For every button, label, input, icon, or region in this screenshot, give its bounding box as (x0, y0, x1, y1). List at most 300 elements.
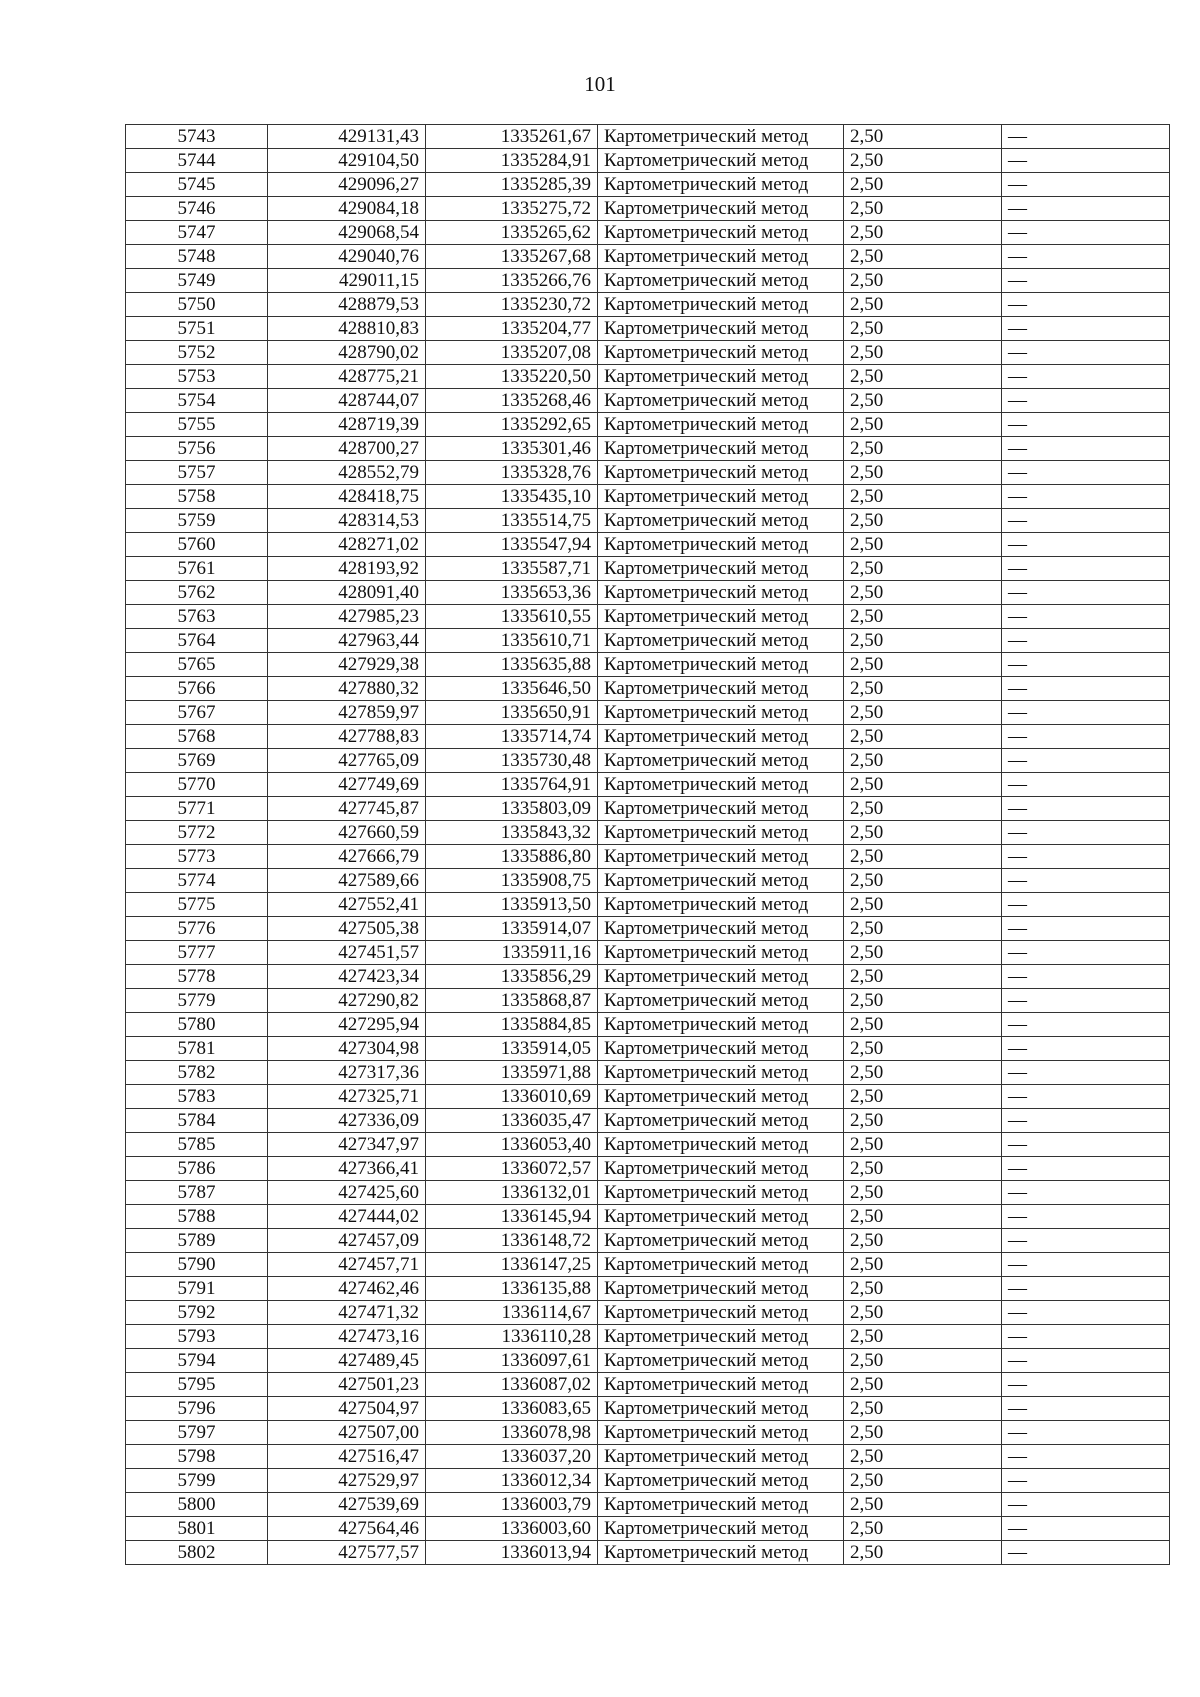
x-coordinate-cell: 427425,60 (268, 1181, 426, 1205)
table-row (126, 125, 1170, 149)
accuracy-cell: 2,50 (844, 701, 1002, 725)
method-cell: Картометрический метод (598, 1109, 844, 1133)
description-cell: — (1002, 941, 1170, 965)
point-number-cell: 5746 (126, 197, 268, 221)
x-coordinate-cell: 427444,02 (268, 1205, 426, 1229)
description-cell: — (1002, 1397, 1170, 1421)
description-cell: — (1002, 1517, 1170, 1541)
point-number-cell: 5802 (126, 1541, 268, 1565)
description-cell: — (1002, 989, 1170, 1013)
table-row (126, 1085, 1170, 1109)
table-row (126, 629, 1170, 653)
accuracy-cell: 2,50 (844, 1109, 1002, 1133)
y-coordinate-cell: 1335714,74 (426, 725, 598, 749)
description-cell: — (1002, 1301, 1170, 1325)
description-cell: — (1002, 869, 1170, 893)
y-coordinate-cell: 1336114,67 (426, 1301, 598, 1325)
x-coordinate-cell: 427317,36 (268, 1061, 426, 1085)
table-row (126, 1013, 1170, 1037)
description-cell: — (1002, 533, 1170, 557)
method-cell: Картометрический метод (598, 1349, 844, 1373)
method-cell: Картометрический метод (598, 845, 844, 869)
y-coordinate-cell: 1335265,62 (426, 221, 598, 245)
point-number-cell: 5757 (126, 461, 268, 485)
x-coordinate-cell: 428193,92 (268, 557, 426, 581)
table-row (126, 965, 1170, 989)
x-coordinate-cell: 427589,66 (268, 869, 426, 893)
description-cell: — (1002, 917, 1170, 941)
description-cell: — (1002, 1181, 1170, 1205)
x-coordinate-cell: 427765,09 (268, 749, 426, 773)
y-coordinate-cell: 1335650,91 (426, 701, 598, 725)
description-cell: — (1002, 341, 1170, 365)
point-number-cell: 5758 (126, 485, 268, 509)
table-row (126, 293, 1170, 317)
y-coordinate-cell: 1335610,55 (426, 605, 598, 629)
description-cell: — (1002, 821, 1170, 845)
method-cell: Картометрический метод (598, 725, 844, 749)
point-number-cell: 5784 (126, 1109, 268, 1133)
description-cell: — (1002, 1373, 1170, 1397)
description-cell: — (1002, 965, 1170, 989)
method-cell: Картометрический метод (598, 581, 844, 605)
x-coordinate-cell: 428790,02 (268, 341, 426, 365)
accuracy-cell: 2,50 (844, 245, 1002, 269)
point-number-cell: 5768 (126, 725, 268, 749)
description-cell: — (1002, 221, 1170, 245)
point-number-cell: 5780 (126, 1013, 268, 1037)
coordinates-table (125, 124, 1170, 1565)
point-number-cell: 5789 (126, 1229, 268, 1253)
x-coordinate-cell: 428418,75 (268, 485, 426, 509)
method-cell: Картометрический метод (598, 701, 844, 725)
description-cell: — (1002, 1085, 1170, 1109)
x-coordinate-cell: 428271,02 (268, 533, 426, 557)
method-cell: Картометрический метод (598, 1205, 844, 1229)
accuracy-cell: 2,50 (844, 1541, 1002, 1565)
table-row (126, 1109, 1170, 1133)
method-cell: Картометрический метод (598, 1421, 844, 1445)
method-cell: Картометрический метод (598, 557, 844, 581)
x-coordinate-cell: 427457,09 (268, 1229, 426, 1253)
x-coordinate-cell: 428552,79 (268, 461, 426, 485)
method-cell: Картометрический метод (598, 1253, 844, 1277)
x-coordinate-cell: 427552,41 (268, 893, 426, 917)
point-number-cell: 5766 (126, 677, 268, 701)
x-coordinate-cell: 429104,50 (268, 149, 426, 173)
y-coordinate-cell: 1336132,01 (426, 1181, 598, 1205)
x-coordinate-cell: 427577,57 (268, 1541, 426, 1565)
y-coordinate-cell: 1335435,10 (426, 485, 598, 509)
point-number-cell: 5793 (126, 1325, 268, 1349)
method-cell: Картометрический метод (598, 125, 844, 149)
y-coordinate-cell: 1336083,65 (426, 1397, 598, 1421)
y-coordinate-cell: 1335886,80 (426, 845, 598, 869)
accuracy-cell: 2,50 (844, 1061, 1002, 1085)
y-coordinate-cell: 1335261,67 (426, 125, 598, 149)
x-coordinate-cell: 427366,41 (268, 1157, 426, 1181)
y-coordinate-cell: 1336072,57 (426, 1157, 598, 1181)
table-row (126, 581, 1170, 605)
accuracy-cell: 2,50 (844, 1517, 1002, 1541)
x-coordinate-cell: 428719,39 (268, 413, 426, 437)
description-cell: — (1002, 1157, 1170, 1181)
x-coordinate-cell: 427347,97 (268, 1133, 426, 1157)
description-cell: — (1002, 893, 1170, 917)
description-cell: — (1002, 1349, 1170, 1373)
description-cell: — (1002, 317, 1170, 341)
point-number-cell: 5763 (126, 605, 268, 629)
y-coordinate-cell: 1336003,60 (426, 1517, 598, 1541)
table-row (126, 413, 1170, 437)
method-cell: Картометрический метод (598, 941, 844, 965)
method-cell: Картометрический метод (598, 869, 844, 893)
y-coordinate-cell: 1335971,88 (426, 1061, 598, 1085)
accuracy-cell: 2,50 (844, 917, 1002, 941)
point-number-cell: 5754 (126, 389, 268, 413)
accuracy-cell: 2,50 (844, 1445, 1002, 1469)
method-cell: Картометрический метод (598, 485, 844, 509)
description-cell: — (1002, 845, 1170, 869)
table-row (126, 1349, 1170, 1373)
method-cell: Картометрический метод (598, 1469, 844, 1493)
y-coordinate-cell: 1335266,76 (426, 269, 598, 293)
description-cell: — (1002, 1445, 1170, 1469)
point-number-cell: 5783 (126, 1085, 268, 1109)
x-coordinate-cell: 427290,82 (268, 989, 426, 1013)
x-coordinate-cell: 427451,57 (268, 941, 426, 965)
point-number-cell: 5795 (126, 1373, 268, 1397)
accuracy-cell: 2,50 (844, 1229, 1002, 1253)
y-coordinate-cell: 1335635,88 (426, 653, 598, 677)
y-coordinate-cell: 1335730,48 (426, 749, 598, 773)
point-number-cell: 5760 (126, 533, 268, 557)
point-number-cell: 5790 (126, 1253, 268, 1277)
point-number-cell: 5786 (126, 1157, 268, 1181)
x-coordinate-cell: 427423,34 (268, 965, 426, 989)
table-row (126, 893, 1170, 917)
y-coordinate-cell: 1335884,85 (426, 1013, 598, 1037)
x-coordinate-cell: 429040,76 (268, 245, 426, 269)
description-cell: — (1002, 1037, 1170, 1061)
point-number-cell: 5765 (126, 653, 268, 677)
accuracy-cell: 2,50 (844, 389, 1002, 413)
y-coordinate-cell: 1335207,08 (426, 341, 598, 365)
accuracy-cell: 2,50 (844, 893, 1002, 917)
table-row (126, 365, 1170, 389)
y-coordinate-cell: 1335514,75 (426, 509, 598, 533)
table-row (126, 317, 1170, 341)
accuracy-cell: 2,50 (844, 869, 1002, 893)
y-coordinate-cell: 1336035,47 (426, 1109, 598, 1133)
table-row (126, 1541, 1170, 1565)
y-coordinate-cell: 1335284,91 (426, 149, 598, 173)
accuracy-cell: 2,50 (844, 821, 1002, 845)
x-coordinate-cell: 428810,83 (268, 317, 426, 341)
x-coordinate-cell: 427660,59 (268, 821, 426, 845)
y-coordinate-cell: 1335856,29 (426, 965, 598, 989)
accuracy-cell: 2,50 (844, 173, 1002, 197)
description-cell: — (1002, 557, 1170, 581)
description-cell: — (1002, 1469, 1170, 1493)
table-row (126, 1061, 1170, 1085)
point-number-cell: 5752 (126, 341, 268, 365)
point-number-cell: 5759 (126, 509, 268, 533)
description-cell: — (1002, 725, 1170, 749)
description-cell: — (1002, 1253, 1170, 1277)
y-coordinate-cell: 1335610,71 (426, 629, 598, 653)
description-cell: — (1002, 269, 1170, 293)
x-coordinate-cell: 427539,69 (268, 1493, 426, 1517)
accuracy-cell: 2,50 (844, 1037, 1002, 1061)
method-cell: Картометрический метод (598, 989, 844, 1013)
y-coordinate-cell: 1335913,50 (426, 893, 598, 917)
y-coordinate-cell: 1335803,09 (426, 797, 598, 821)
accuracy-cell: 2,50 (844, 1493, 1002, 1517)
point-number-cell: 5794 (126, 1349, 268, 1373)
method-cell: Картометрический метод (598, 389, 844, 413)
table-row (126, 1445, 1170, 1469)
accuracy-cell: 2,50 (844, 797, 1002, 821)
point-number-cell: 5753 (126, 365, 268, 389)
x-coordinate-cell: 428879,53 (268, 293, 426, 317)
method-cell: Картометрический метод (598, 317, 844, 341)
description-cell: — (1002, 581, 1170, 605)
point-number-cell: 5751 (126, 317, 268, 341)
description-cell: — (1002, 1109, 1170, 1133)
table-row (126, 533, 1170, 557)
method-cell: Картометрический метод (598, 365, 844, 389)
method-cell: Картометрический метод (598, 173, 844, 197)
x-coordinate-cell: 427564,46 (268, 1517, 426, 1541)
method-cell: Картометрический метод (598, 1325, 844, 1349)
point-number-cell: 5782 (126, 1061, 268, 1085)
accuracy-cell: 2,50 (844, 197, 1002, 221)
y-coordinate-cell: 1335267,68 (426, 245, 598, 269)
accuracy-cell: 2,50 (844, 1013, 1002, 1037)
point-number-cell: 5801 (126, 1517, 268, 1541)
accuracy-cell: 2,50 (844, 125, 1002, 149)
y-coordinate-cell: 1335764,91 (426, 773, 598, 797)
method-cell: Картометрический метод (598, 893, 844, 917)
y-coordinate-cell: 1335230,72 (426, 293, 598, 317)
method-cell: Картометрический метод (598, 1013, 844, 1037)
table-row (126, 605, 1170, 629)
method-cell: Картометрический метод (598, 1301, 844, 1325)
accuracy-cell: 2,50 (844, 1085, 1002, 1109)
y-coordinate-cell: 1336097,61 (426, 1349, 598, 1373)
accuracy-cell: 2,50 (844, 1133, 1002, 1157)
table-row (126, 1493, 1170, 1517)
table-row (126, 437, 1170, 461)
accuracy-cell: 2,50 (844, 269, 1002, 293)
table-row (126, 797, 1170, 821)
page-number: 101 (584, 72, 616, 96)
method-cell: Картометрический метод (598, 773, 844, 797)
table-row (126, 461, 1170, 485)
method-cell: Картометрический метод (598, 221, 844, 245)
description-cell: — (1002, 437, 1170, 461)
table-row (126, 1037, 1170, 1061)
method-cell: Картометрический метод (598, 269, 844, 293)
y-coordinate-cell: 1335914,07 (426, 917, 598, 941)
table-row (126, 1517, 1170, 1541)
point-number-cell: 5770 (126, 773, 268, 797)
point-number-cell: 5773 (126, 845, 268, 869)
y-coordinate-cell: 1335911,16 (426, 941, 598, 965)
accuracy-cell: 2,50 (844, 677, 1002, 701)
table-row (126, 677, 1170, 701)
y-coordinate-cell: 1336135,88 (426, 1277, 598, 1301)
table-row (126, 821, 1170, 845)
point-number-cell: 5785 (126, 1133, 268, 1157)
method-cell: Картометрический метод (598, 1085, 844, 1109)
accuracy-cell: 2,50 (844, 965, 1002, 989)
table-row (126, 173, 1170, 197)
description-cell: — (1002, 1061, 1170, 1085)
method-cell: Картометрический метод (598, 197, 844, 221)
accuracy-cell: 2,50 (844, 1373, 1002, 1397)
x-coordinate-cell: 429096,27 (268, 173, 426, 197)
point-number-cell: 5796 (126, 1397, 268, 1421)
point-number-cell: 5747 (126, 221, 268, 245)
point-number-cell: 5761 (126, 557, 268, 581)
x-coordinate-cell: 429131,43 (268, 125, 426, 149)
method-cell: Картометрический метод (598, 1277, 844, 1301)
x-coordinate-cell: 427457,71 (268, 1253, 426, 1277)
table-row (126, 1133, 1170, 1157)
x-coordinate-cell: 428700,27 (268, 437, 426, 461)
point-number-cell: 5749 (126, 269, 268, 293)
point-number-cell: 5799 (126, 1469, 268, 1493)
accuracy-cell: 2,50 (844, 989, 1002, 1013)
description-cell: — (1002, 245, 1170, 269)
x-coordinate-cell: 427666,79 (268, 845, 426, 869)
method-cell: Картометрический метод (598, 629, 844, 653)
accuracy-cell: 2,50 (844, 461, 1002, 485)
y-coordinate-cell: 1335275,72 (426, 197, 598, 221)
method-cell: Картометрический метод (598, 533, 844, 557)
description-cell: — (1002, 1205, 1170, 1229)
description-cell: — (1002, 629, 1170, 653)
method-cell: Картометрический метод (598, 149, 844, 173)
accuracy-cell: 2,50 (844, 1253, 1002, 1277)
table-row (126, 341, 1170, 365)
table-row (126, 269, 1170, 293)
x-coordinate-cell: 427529,97 (268, 1469, 426, 1493)
description-cell: — (1002, 125, 1170, 149)
table-row (126, 725, 1170, 749)
x-coordinate-cell: 427985,23 (268, 605, 426, 629)
x-coordinate-cell: 427504,97 (268, 1397, 426, 1421)
method-cell: Картометрический метод (598, 1445, 844, 1469)
x-coordinate-cell: 428775,21 (268, 365, 426, 389)
table-row (126, 1181, 1170, 1205)
description-cell: — (1002, 1277, 1170, 1301)
x-coordinate-cell: 427880,32 (268, 677, 426, 701)
y-coordinate-cell: 1336003,79 (426, 1493, 598, 1517)
x-coordinate-cell: 428091,40 (268, 581, 426, 605)
accuracy-cell: 2,50 (844, 1205, 1002, 1229)
table-row (126, 221, 1170, 245)
y-coordinate-cell: 1335204,77 (426, 317, 598, 341)
x-coordinate-cell: 427336,09 (268, 1109, 426, 1133)
y-coordinate-cell: 1336013,94 (426, 1541, 598, 1565)
method-cell: Картометрический метод (598, 653, 844, 677)
description-cell: — (1002, 773, 1170, 797)
accuracy-cell: 2,50 (844, 317, 1002, 341)
point-number-cell: 5750 (126, 293, 268, 317)
y-coordinate-cell: 1335653,36 (426, 581, 598, 605)
table-row (126, 197, 1170, 221)
x-coordinate-cell: 427325,71 (268, 1085, 426, 1109)
method-cell: Картометрический метод (598, 821, 844, 845)
y-coordinate-cell: 1336087,02 (426, 1373, 598, 1397)
x-coordinate-cell: 427929,38 (268, 653, 426, 677)
point-number-cell: 5771 (126, 797, 268, 821)
table-row (126, 773, 1170, 797)
description-cell: — (1002, 1325, 1170, 1349)
method-cell: Картометрический метод (598, 245, 844, 269)
y-coordinate-cell: 1336012,34 (426, 1469, 598, 1493)
method-cell: Картометрический метод (598, 1157, 844, 1181)
accuracy-cell: 2,50 (844, 293, 1002, 317)
method-cell: Картометрический метод (598, 1517, 844, 1541)
description-cell: — (1002, 1541, 1170, 1565)
method-cell: Картометрический метод (598, 1397, 844, 1421)
y-coordinate-cell: 1336147,25 (426, 1253, 598, 1277)
method-cell: Картометрический метод (598, 749, 844, 773)
point-number-cell: 5775 (126, 893, 268, 917)
accuracy-cell: 2,50 (844, 557, 1002, 581)
point-number-cell: 5781 (126, 1037, 268, 1061)
point-number-cell: 5797 (126, 1421, 268, 1445)
method-cell: Картометрический метод (598, 1229, 844, 1253)
table-row (126, 1373, 1170, 1397)
point-number-cell: 5772 (126, 821, 268, 845)
y-coordinate-cell: 1336010,69 (426, 1085, 598, 1109)
y-coordinate-cell: 1336110,28 (426, 1325, 598, 1349)
accuracy-cell: 2,50 (844, 941, 1002, 965)
point-number-cell: 5748 (126, 245, 268, 269)
accuracy-cell: 2,50 (844, 533, 1002, 557)
y-coordinate-cell: 1335843,32 (426, 821, 598, 845)
table-row (126, 509, 1170, 533)
table-row (126, 557, 1170, 581)
method-cell: Картометрический метод (598, 965, 844, 989)
method-cell: Картометрический метод (598, 509, 844, 533)
accuracy-cell: 2,50 (844, 221, 1002, 245)
accuracy-cell: 2,50 (844, 1349, 1002, 1373)
y-coordinate-cell: 1335285,39 (426, 173, 598, 197)
accuracy-cell: 2,50 (844, 1157, 1002, 1181)
description-cell: — (1002, 653, 1170, 677)
description-cell: — (1002, 173, 1170, 197)
table-row (126, 245, 1170, 269)
point-number-cell: 5791 (126, 1277, 268, 1301)
table-row (126, 1397, 1170, 1421)
y-coordinate-cell: 1336148,72 (426, 1229, 598, 1253)
table-row (126, 749, 1170, 773)
x-coordinate-cell: 429068,54 (268, 221, 426, 245)
description-cell: — (1002, 677, 1170, 701)
y-coordinate-cell: 1335268,46 (426, 389, 598, 413)
x-coordinate-cell: 427745,87 (268, 797, 426, 821)
table-row (126, 845, 1170, 869)
table-row (126, 989, 1170, 1013)
x-coordinate-cell: 427749,69 (268, 773, 426, 797)
coordinates-table-body (126, 125, 1170, 1565)
